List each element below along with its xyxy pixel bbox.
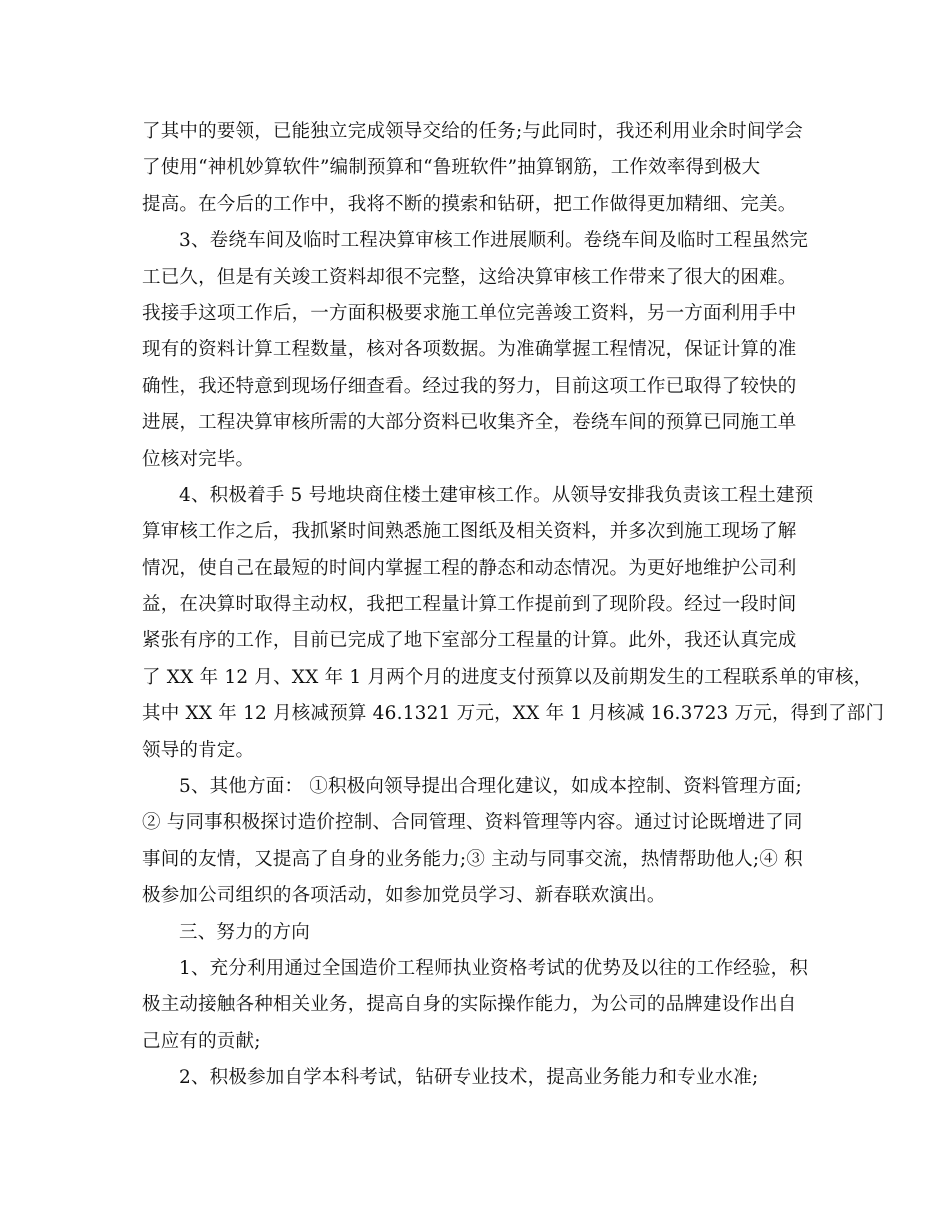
text-line: 位核对完毕。 [142, 448, 255, 470]
text-line: 紧张有序的工作，目前已完成了地下室部分工程量的计算。此外，我还认真完成 [142, 630, 797, 652]
text-line: 4、积极着手 5 号地块商住楼土建审核工作。从领导安排我负责该工程土建预 [179, 484, 814, 506]
text-line: 2、积极参加自学本科考试，钻研专业技术，提高业务能力和专业水准; [179, 1067, 759, 1089]
text-line: 事间的友情，又提高了自身的业务能力;③ 主动与同事交流，热情帮助他人;④ 积 [142, 848, 803, 870]
text-line: 情况，使自己在最短的时间内掌握工程的静态和动态情况。为更好地维护公司利 [142, 557, 797, 579]
text-line: 3、卷绕车间及临时工程决算审核工作进展顺利。卷绕车间及临时工程虽然完 [179, 230, 809, 252]
text-line: 其中 XX 年 12 月核减预算 46.1321 万元，XX 年 1 月核减 16.3723 万元，得到了部门 [142, 703, 885, 725]
text-line: 现有的资料计算工程数量，核对各项数据。为准确掌握工程情况，保证计算的准 [142, 339, 797, 361]
text-line: 我接手这项工作后，一方面积极要求施工单位完善竣工资料，另一方面利用手中 [142, 302, 797, 324]
text-line: 进展，工程决算审核所需的大部分资料已收集齐全，卷绕车间的预算已同施工单 [142, 412, 797, 434]
text-line: 了 XX 年 12 月、XX 年 1 月两个月的进度支付预算以及前期发生的工程联系单的审核， [142, 666, 873, 688]
text-line: 三、努力的方向 [179, 921, 310, 943]
text-line: 领导的肯定。 [142, 739, 255, 761]
text-line: 5、其他方面： ①积极向领导提出合理化建议，如成本控制、资料管理方面; [179, 776, 802, 798]
text-line: 工已久，但是有关竣工资料却很不完整，这给决算审核工作带来了很大的困难。 [142, 266, 797, 288]
text-line: 了其中的要领，已能独立完成领导交给的任务;与此同时，我还利用业余时间学会 [142, 121, 803, 142]
text-line: 1、充分利用通过全国造价工程师执业资格考试的优势及以往的工作经验，积 [179, 957, 809, 979]
text-line: 算审核工作之后，我抓紧时间熟悉施工图纸及相关资料，并多次到施工现场了解 [142, 521, 797, 543]
text-line: 益，在决算时取得主动权，我把工程量计算工作提前到了现阶段。经过一段时间 [142, 594, 797, 616]
text-line: ② 与同事积极探讨造价控制、合同管理、资料管理等内容。通过讨论既增进了同 [142, 812, 803, 834]
document-body [142, 114, 885, 1097]
text-line: 极主动接触各种相关业务，提高自身的实际操作能力，为公司的品牌建设作出自 [142, 994, 797, 1016]
text-line: 提高。在今后的工作中，我将不断的摸索和钻研，把工作做得更加精细、完美。 [142, 193, 797, 215]
text-line: 极参加公司组织的各项活动，如参加党员学习、新春联欢演出。 [142, 885, 666, 907]
text-line: 己应有的贡献; [142, 1030, 261, 1052]
text-line: 确性，我还特意到现场仔细查看。经过我的努力，目前这项工作已取得了较快的 [142, 375, 797, 397]
text-line: 了使用“神机妙算软件”编制预算和“鲁班软件”抽算钢筋，工作效率得到极大 [142, 157, 761, 179]
